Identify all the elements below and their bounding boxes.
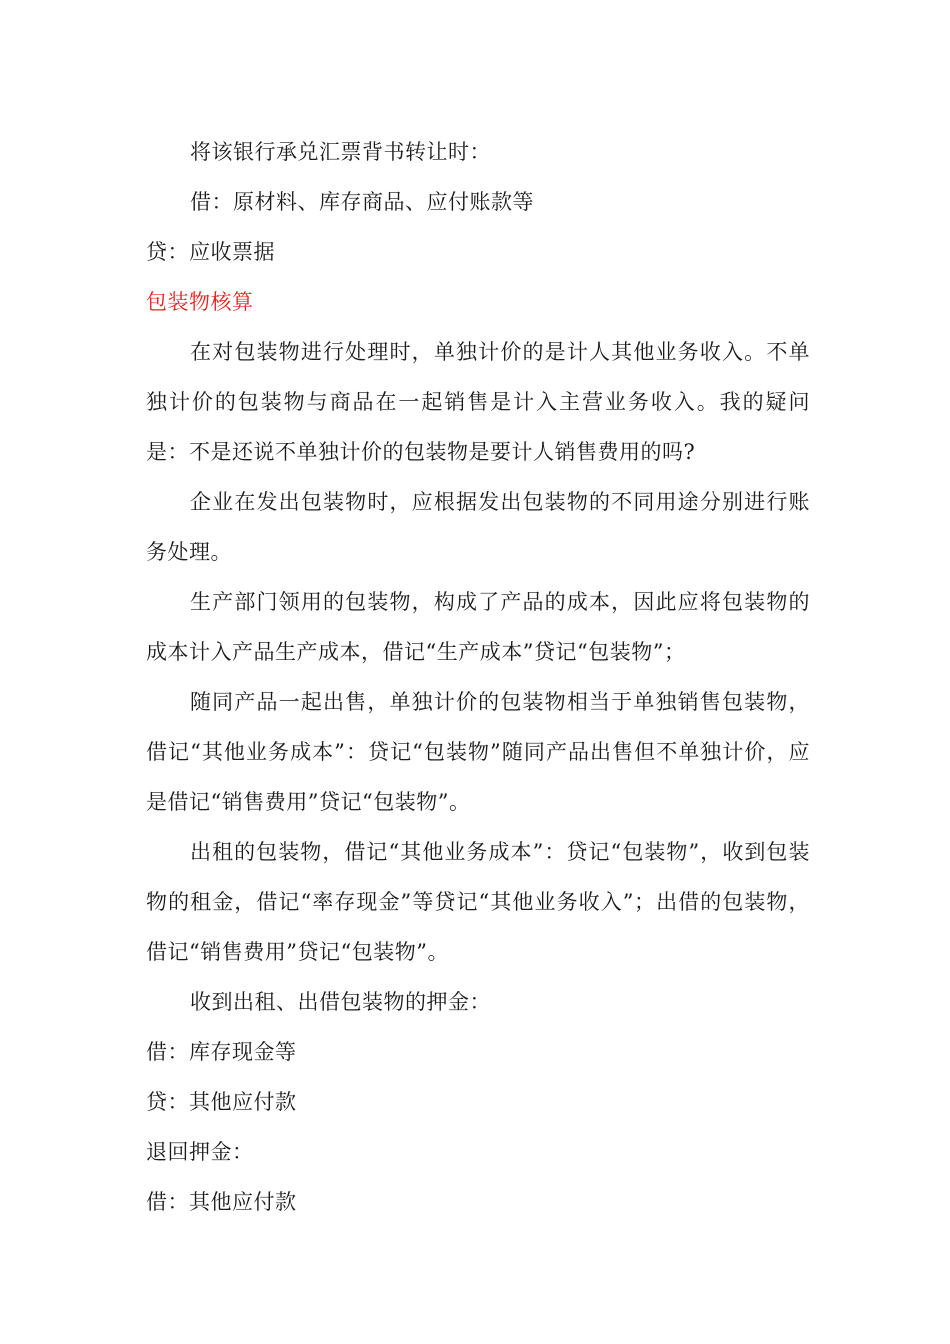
paragraph-credit-other-payables: 贷：其他应付款 xyxy=(146,1090,297,1114)
section-heading-packaging: 包装物核算 xyxy=(146,290,254,314)
paragraph-rented-lent: 出租的包装物，借记“其他业务成本”：贷记“包装物”，收到包装物的租金，借记“率存现金”等贷记“其他业务收入”；出借的包装物，借记“销售费用”贷记“包装物”。 xyxy=(146,840,810,964)
document-body xyxy=(146,127,810,1227)
paragraph-sold-with-product: 随同产品一起出售，单独计价的包装物相当于单独销售包装物，借记“其他业务成本”：贷记“包装物”随同产品出售但不单独计价，应是借记“销售费用”贷记“包装物”。 xyxy=(146,690,810,814)
paragraph-production-use: 生产部门领用的包装物，构成了产品的成本，因此应将包装物的成本计入产品生产成本，借记“生产成本”贷记“包装物”； xyxy=(146,590,810,664)
paragraph-issuing-packaging: 企业在发出包装物时，应根据发出包装物的不同用途分别进行账务处理。 xyxy=(146,490,810,564)
paragraph-debit-materials: 借：原材料、库存商品、应付账款等 xyxy=(190,190,534,214)
paragraph-credit-notes-receivable: 贷：应收票据 xyxy=(146,240,275,264)
paragraph-packaging-question: 在对包装物进行处理时，单独计价的是计人其他业务收入。不单独计价的包装物与商品在一起销售是计入主营业务收入。我的疑问是：不是还说不单独计价的包装物是要计人销售费用的吗? xyxy=(146,340,810,464)
paragraph-debit-other-payables: 借：其他应付款 xyxy=(146,1190,297,1214)
paragraph-deposit-received: 收到出租、出借包装物的押金： xyxy=(190,990,491,1014)
paragraph-endorsement-transfer: 将该银行承兑汇票背书转让时： xyxy=(190,140,491,164)
paragraph-debit-cash: 借：库存现金等 xyxy=(146,1040,297,1064)
paragraph-deposit-returned: 退回押金： xyxy=(146,1140,254,1164)
